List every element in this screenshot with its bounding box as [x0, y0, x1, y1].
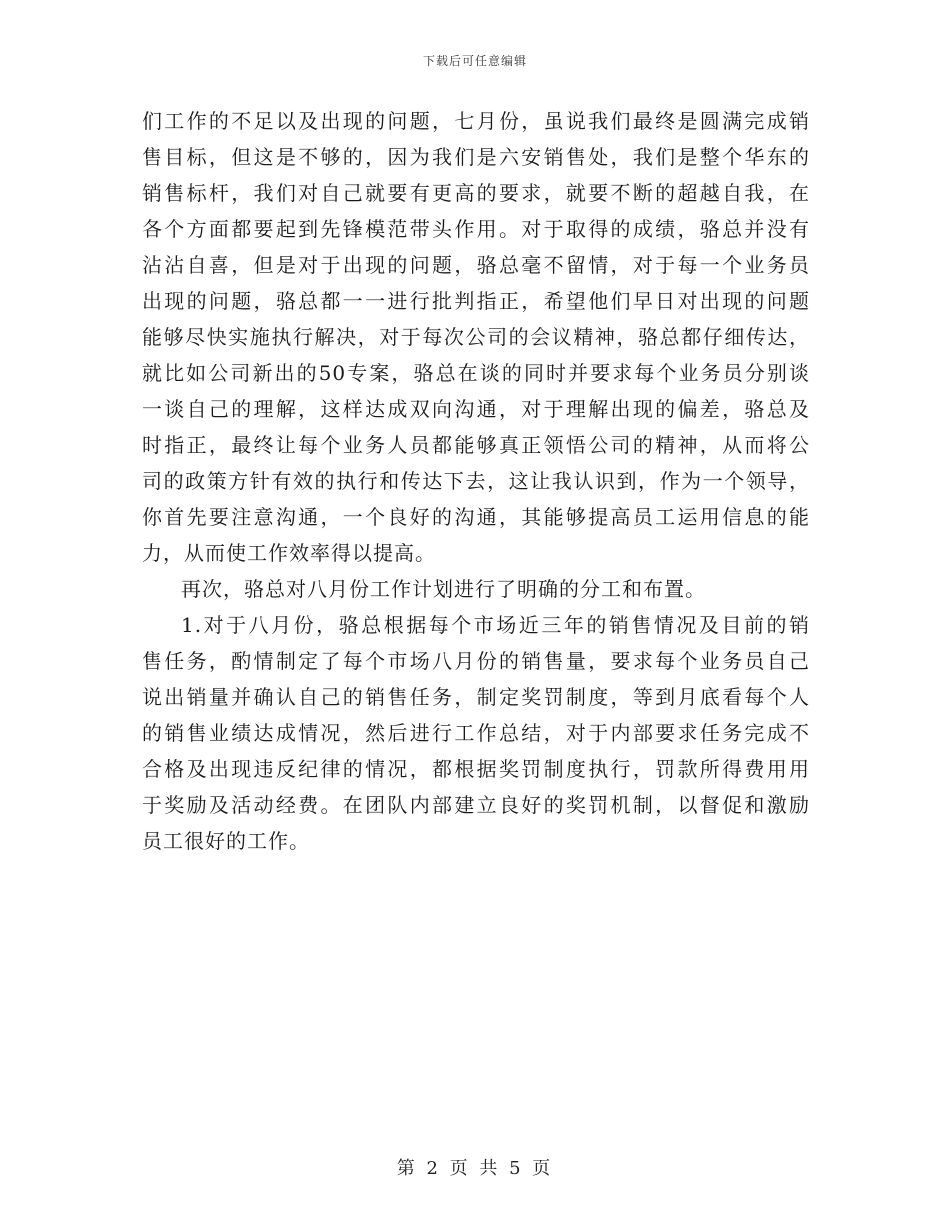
text-line: 出现的问题，骆总都一一进行批判指正，希望他们早日对出现的问题: [142, 289, 810, 313]
text-line: 沾沾自喜，但是对于出现的问题，骆总毫不留情，对于每一个业务员: [142, 253, 810, 277]
text-line: 于奖励及活动经费。在团队内部建立良好的奖罚机制，以督促和激励: [142, 793, 810, 817]
page-number: 第 2 页 共 5 页: [396, 1158, 554, 1179]
text-line: 说出销量并确认自己的销售任务，制定奖罚制度，等到月底看每个人: [142, 685, 810, 709]
text-line: 各个方面都要起到先锋模范带头作用。对于取得的成绩，骆总并没有: [142, 217, 810, 241]
paragraph-3: [142, 607, 810, 859]
text-line: 力，从而使工作效率得以提高。: [142, 541, 436, 565]
paragraph-1: [142, 103, 810, 571]
text-line: 司的政策方针有效的执行和传达下去，这让我认识到，作为一个领导，: [142, 469, 810, 493]
paragraph-2: [142, 571, 810, 607]
text-line: 的销售业绩达成情况，然后进行工作总结，对于内部要求任务完成不: [142, 721, 810, 745]
text-line: 1.对于八月份，骆总根据每个市场近三年的销售情况及目前的销: [181, 613, 810, 637]
text-line: 再次，骆总对八月份工作计划进行了明确的分工和布置。: [181, 577, 706, 601]
text-line: 一谈自己的理解，这样达成双向沟通，对于理解出现的偏差，骆总及: [142, 397, 810, 421]
text-line: 合格及出现违反纪律的情况，都根据奖罚制度执行，罚款所得费用用: [142, 757, 810, 781]
text-line: 销售标杆，我们对自己就要有更高的要求，就要不断的超越自我，在: [142, 181, 810, 205]
text-line: 售任务，酌情制定了每个市场八月份的销售量，要求每个业务员自己: [142, 649, 810, 673]
text-line: 售目标，但这是不够的，因为我们是六安销售处，我们是整个华东的: [142, 145, 810, 169]
text-line: 就比如公司新出的50专案，骆总在谈的同时并要求每个业务员分别谈: [142, 361, 810, 385]
text-line: 员工很好的工作。: [142, 829, 310, 853]
document-body: [142, 103, 810, 859]
text-line: 们工作的不足以及出现的问题，七月份，虽说我们最终是圆满完成销: [142, 109, 810, 133]
text-line: 能够尽快实施执行解决，对于每次公司的会议精神，骆总都仔细传达，: [142, 325, 810, 349]
text-line: 你首先要注意沟通，一个良好的沟通，其能够提高员工运用信息的能: [142, 505, 810, 529]
text-line: 时指正，最终让每个业务人员都能够真正领悟公司的精神，从而将公: [142, 433, 810, 457]
page-header: 下载后可任意编辑: [422, 54, 527, 68]
